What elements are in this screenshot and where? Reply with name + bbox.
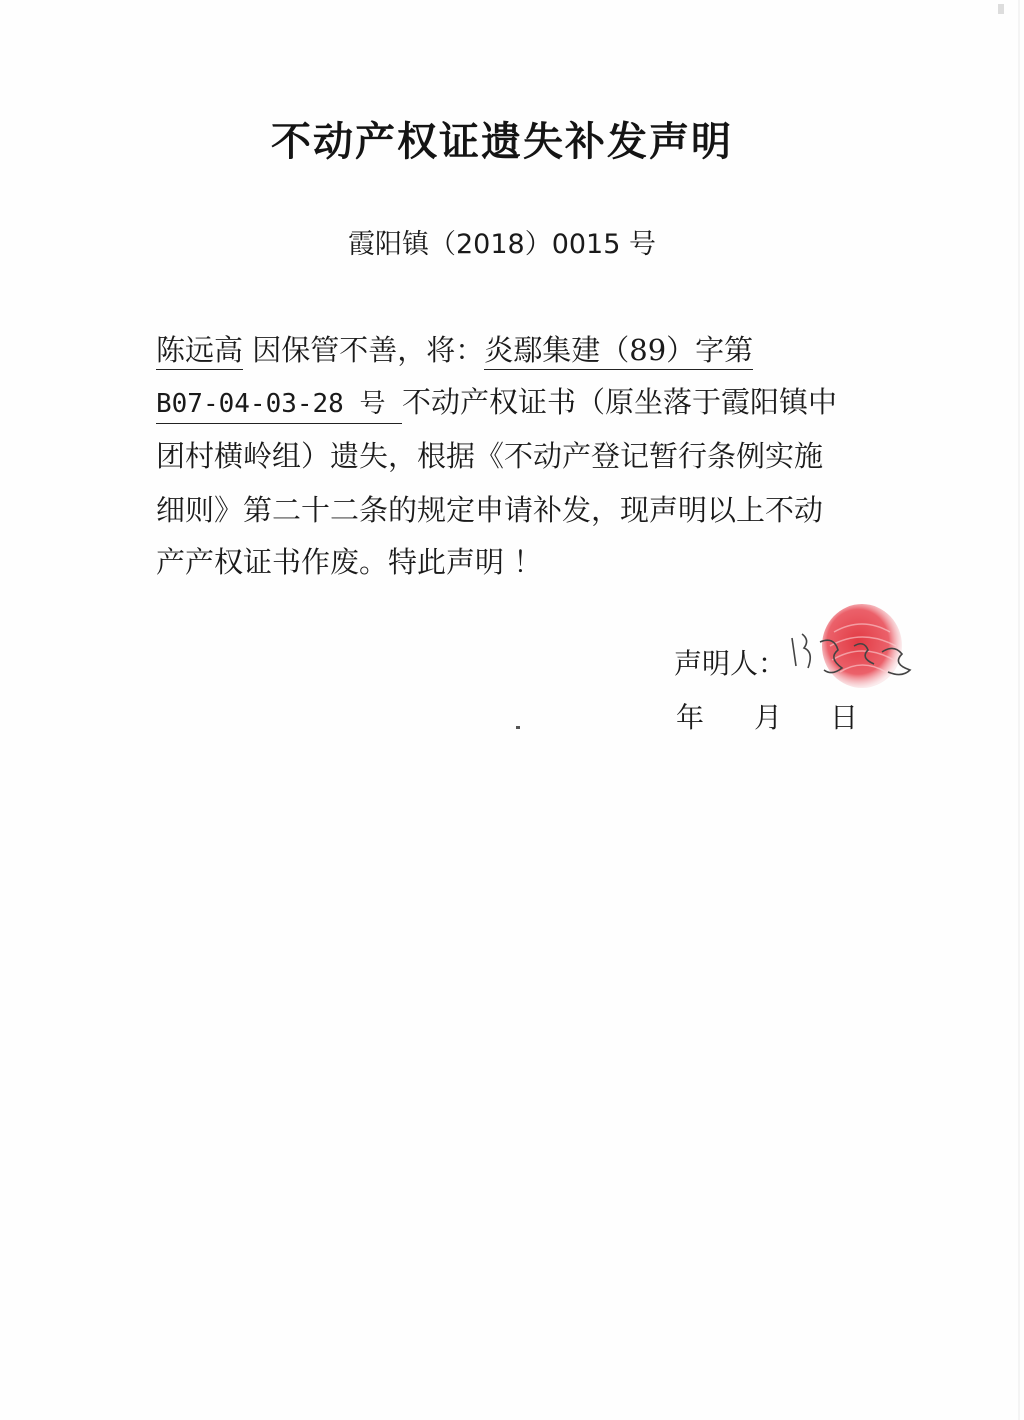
body-line-1-text: 因保管不善，将： [252, 333, 485, 367]
body-line-2 [156, 382, 837, 424]
declarant-label: 声明人： [674, 647, 787, 680]
year-label: 年 [676, 701, 705, 734]
scan-edge [1018, 0, 1020, 1420]
body-line-1 [156, 330, 753, 370]
month-label: 月 [754, 701, 783, 734]
document-number: 霞阳镇（2018）0015 号 [347, 229, 656, 260]
day-label: 日 [830, 701, 859, 734]
scan-speck [998, 4, 1004, 14]
body-line-4: 细则》第二十二条的规定申请补发，现声明以上不动 [156, 493, 824, 527]
certificate-number: B07-04-03-28 号 [156, 386, 402, 424]
body-line-5: 产产权证书作废。特此声明 ！ [156, 545, 543, 579]
body-line-2-text: 不动产权证书（原坐落于霞阳镇中 [402, 385, 838, 419]
handwritten-signature [784, 628, 934, 692]
document-title: 不动产权证遗失补发声明 [271, 119, 733, 165]
body-line-3: 团村横岭组）遗失，根据《不动产登记暂行条例实施 [156, 439, 824, 473]
holder-name: 陈远高 [156, 332, 243, 370]
scan-speck [516, 726, 520, 729]
certificate-prefix: 炎鄢集建（89）字第 [484, 332, 753, 370]
